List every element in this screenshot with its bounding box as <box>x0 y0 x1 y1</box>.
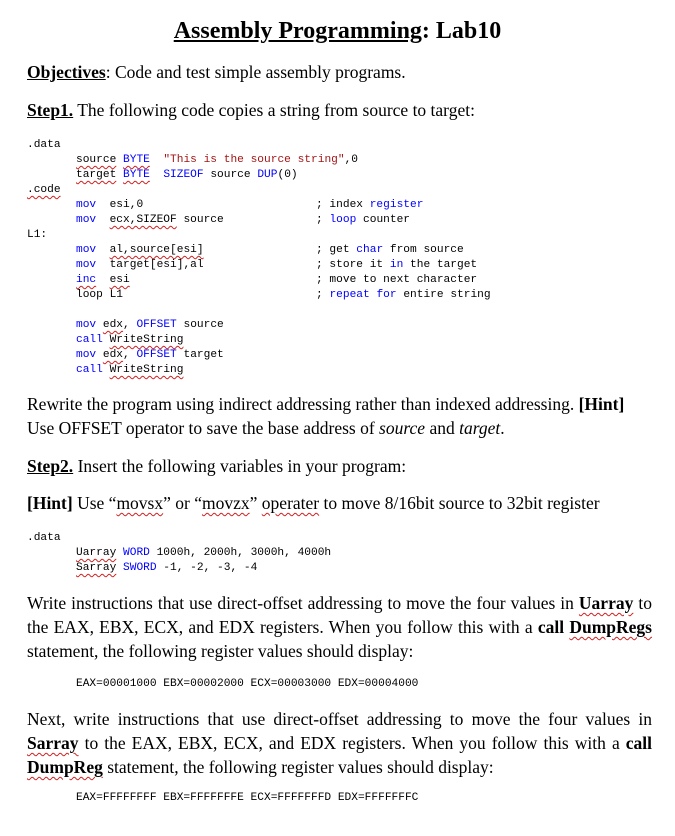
code-line-mov-edx-source: mov edx, OFFSET source <box>76 319 224 331</box>
objectives-line <box>27 60 406 84</box>
page-title <box>0 16 675 46</box>
title-main: Assembly Programming <box>173 18 422 44</box>
hint2-line: [Hint] Use “movsx” or “movzx” operater to move 8/16bit source to 32bit register <box>27 493 600 513</box>
rewrite-line-2: Use OFFSET operator to save the base address of source and target. <box>27 418 505 438</box>
sarray-instructions: Next, write instructions that use direct-offset addressing to move the four values in Sarray to the EAX, EBX, ECX, and EDX registers. When you follow this with a call DumpReg statement, the following register values should display: <box>27 709 652 777</box>
code-code-directive: .code <box>27 184 61 196</box>
code-line-inc-esi: inc esi <box>76 274 130 286</box>
code-line-source-decl: source BYTE "This is the source string",0 <box>76 154 359 166</box>
code-line-mov-edx-target: mov edx, OFFSET target <box>76 349 224 361</box>
code-line-call-writestring-2: call WriteString <box>76 364 184 376</box>
code2-sarray-decl: Sarray SWORD -1, -2, -3, -4 <box>76 562 258 574</box>
code2-data-directive: .data <box>27 532 61 544</box>
code-line-loop: loop L1 <box>76 289 123 301</box>
code-line-mov-target: mov target[esi],al <box>76 259 204 271</box>
code-line-call-writestring-1: call WriteString <box>76 334 184 346</box>
code-comment-index: ; index register <box>316 199 424 211</box>
code-line-mov-ecx: mov ecx,SIZEOF source <box>76 214 224 226</box>
rewrite-line-1: Rewrite the program using indirect addressing rather than indexed addressing. [Hint] <box>27 394 625 414</box>
code-comment-repeat: ; repeat for entire string <box>316 289 491 301</box>
step2-label: Step2. <box>27 456 74 476</box>
code-line-mov-esi: mov esi,0 <box>76 199 144 211</box>
code-comment-move-next: ; move to next character <box>316 274 478 286</box>
code-line-target-decl: target BYTE SIZEOF source DUP(0) <box>76 169 298 181</box>
code-comment-loop-counter: ; loop counter <box>316 214 411 226</box>
code-line-mov-al: mov al,source[esi] <box>76 244 204 256</box>
code-comment-get-char: ; get char from source <box>316 244 464 256</box>
step1-text: The following code copies a string from source to target: <box>73 100 475 120</box>
title-suffix: : Lab10 <box>421 18 502 44</box>
objectives-text: : Code and test simple assembly programs. <box>105 62 406 82</box>
code-comment-store: ; store it in the target <box>316 259 478 271</box>
step1-line <box>27 98 475 122</box>
step2-text: Insert the following variables in your program: <box>73 456 407 476</box>
step1-label: Step1. <box>27 100 74 120</box>
code-data-directive: .data <box>27 139 61 151</box>
code-label-l1: L1: <box>27 229 48 241</box>
register-output-2: EAX=FFFFFFFF EBX=FFFFFFFE ECX=FFFFFFFD EDX=FFFFFFFC <box>76 792 419 804</box>
step2-line <box>27 454 406 478</box>
register-output-1: EAX=00001000 EBX=00002000 ECX=00003000 EDX=00004000 <box>76 678 419 690</box>
objectives-label: Objectives <box>27 62 106 82</box>
uarray-instructions: Write instructions that use direct-offset addressing to move the four values in Uarray to the EAX, EBX, ECX, and EDX registers. When you follow this with a call DumpRegs statement, the following register values should display: <box>27 593 652 661</box>
code2-uarray-decl: Uarray WORD 1000h, 2000h, 3000h, 4000h <box>76 547 332 559</box>
